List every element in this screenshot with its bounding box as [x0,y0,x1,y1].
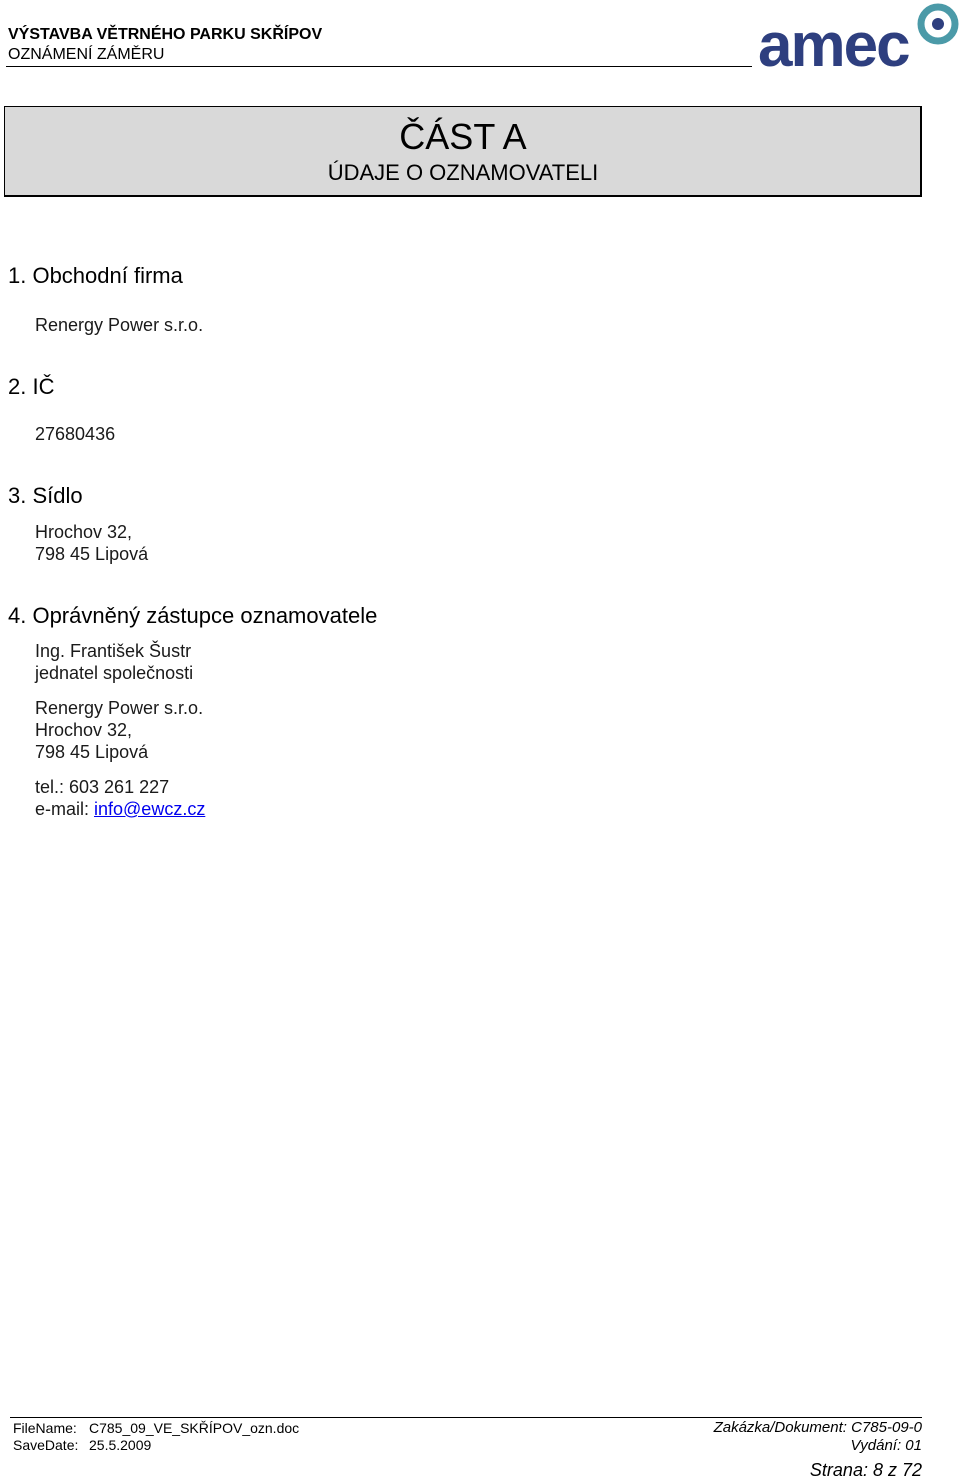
filename-label: FileName: [13,1420,77,1436]
representative-company: Renergy Power s.r.o. [35,698,204,718]
savedate-value: 25.5.2009 [89,1437,152,1453]
document-title: VÝSTAVBA VĚTRNÉHO PARKU SKŘÍPOV [8,26,323,43]
part-title: ČÁST A [399,116,527,157]
filename-value: C785_09_VE_SKŘÍPOV_ozn.doc [89,1420,300,1436]
zakazka-dokument: Zakázka/Dokument: C785-09-0 [713,1419,922,1436]
email-link[interactable]: info@ewcz.cz [94,799,206,819]
footer-rule [10,1417,922,1418]
svg-text:amec: amec [758,11,909,72]
company-name: Renergy Power s.r.o. [35,315,204,335]
vydani: Vydání: 01 [850,1437,922,1454]
savedate-label: SaveDate: [13,1437,79,1453]
representative-address-2: 798 45 Lipová [35,742,149,762]
section-heading-zastupce: 4. Oprávněný zástupce oznamovatele [8,603,378,628]
section-heading-sidlo: 3. Sídlo [8,483,83,508]
representative-address-1: Hrochov 32, [35,720,133,740]
header-rule [6,66,752,67]
page-number: Strana: 8 z 72 [809,1460,922,1480]
email-label: e-mail: [35,799,95,819]
address-line-1: Hrochov 32, [35,522,133,542]
representative-phone: tel.: 603 261 227 [35,777,170,797]
representative-name: Ing. František Šustr [35,641,192,661]
address-line-2: 798 45 Lipová [35,544,149,564]
company-id: 27680436 [35,424,116,444]
representative-role: jednatel společnosti [35,663,194,683]
part-subtitle: ÚDAJE O OZNAMOVATELI [327,160,599,185]
representative-email-row [35,798,205,820]
section-heading-obchodni-firma: 1. Obchodní firma [8,263,183,288]
section-heading-ic: 2. IČ [8,374,55,399]
document-subtitle: OZNÁMENÍ ZÁMĚRU [8,46,165,63]
amec-logo [756,0,960,72]
